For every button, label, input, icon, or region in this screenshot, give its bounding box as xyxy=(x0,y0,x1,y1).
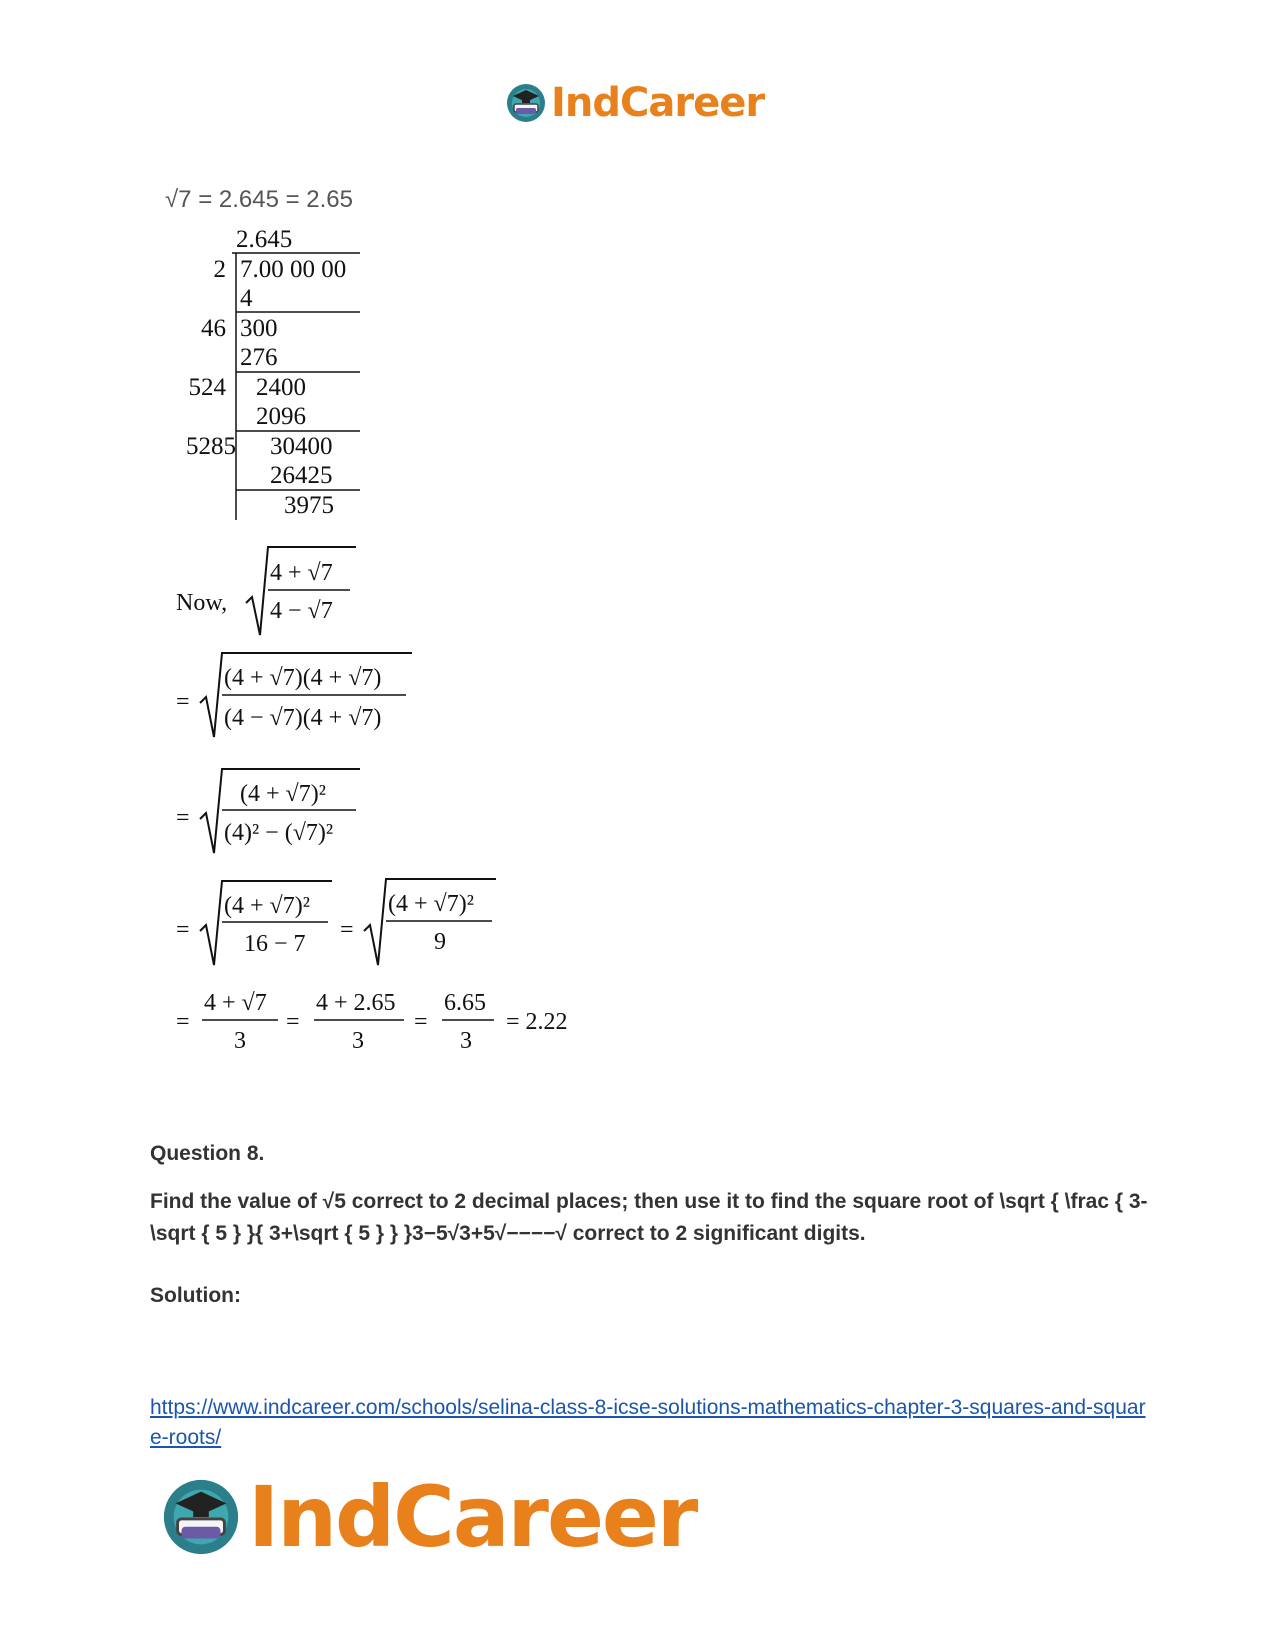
division-remainder: 3975 xyxy=(284,492,334,519)
division-value: 4 xyxy=(240,285,253,312)
division-divisor: 2 xyxy=(213,256,226,283)
question-body: Find the value of √5 correct to 2 decimal places; then use it to find the square root of \sqrt { \frac { 3-\sqrt { 5 } }{ 3+\sqrt { 5 } } }3−5√3+5√−−−−√ correct to 2 significant digits. xyxy=(150,1190,1148,1245)
svg-text:=: = xyxy=(176,1009,190,1035)
svg-text:(4 + √7)²: (4 + √7)² xyxy=(388,891,474,917)
division-value: 300 xyxy=(240,315,278,342)
division-quotient: 2.645 xyxy=(236,226,293,253)
footer-logo xyxy=(160,1468,696,1566)
step-5 xyxy=(176,990,568,1054)
svg-text:=: = xyxy=(340,917,354,943)
svg-text:(4 + √7)(4 + √7): (4 + √7)(4 + √7) xyxy=(224,665,382,691)
source-link[interactable]: https://www.indcareer.com/schools/selina-class-8-icse-solutions-mathematics-chapter-3-squares-and-square-roots/ xyxy=(150,1396,1146,1449)
svg-text:9: 9 xyxy=(434,929,446,955)
svg-text:4 − √7: 4 − √7 xyxy=(270,598,333,624)
svg-text:Now,: Now, xyxy=(176,590,228,616)
svg-text:(4)² − (√7)²: (4)² − (√7)² xyxy=(224,820,334,846)
step-2 xyxy=(176,653,412,737)
division-divisor: 46 xyxy=(201,315,226,342)
svg-text:= 2.22: = 2.22 xyxy=(506,1009,568,1035)
svg-text:=: = xyxy=(176,805,190,831)
svg-text:(4 + √7)²: (4 + √7)² xyxy=(224,893,310,919)
svg-text:3: 3 xyxy=(352,1028,364,1054)
header-logo xyxy=(505,80,764,126)
svg-text:(4 − √7)(4 + √7): (4 − √7)(4 + √7) xyxy=(224,705,382,731)
question-title: Question 8. xyxy=(150,1142,265,1165)
svg-text:4 + 2.65: 4 + 2.65 xyxy=(316,990,396,1016)
svg-text:16 − 7: 16 − 7 xyxy=(244,931,306,957)
graduation-cap-book-icon xyxy=(160,1476,242,1558)
division-value: 7.00 00 00 xyxy=(240,256,347,283)
svg-text:=: = xyxy=(286,1009,300,1035)
division-value: 2096 xyxy=(256,403,306,430)
brand-name: IndCareer xyxy=(248,1468,697,1566)
svg-text:4 + √7: 4 + √7 xyxy=(204,990,267,1016)
solution-label: Solution: xyxy=(150,1284,241,1307)
long-division xyxy=(186,226,360,520)
division-divisor: 5285 xyxy=(186,433,236,460)
svg-text:(4 + √7)²: (4 + √7)² xyxy=(240,781,326,807)
svg-text:3: 3 xyxy=(234,1028,246,1054)
brand-name: IndCareer xyxy=(551,80,765,126)
svg-text:=: = xyxy=(414,1009,428,1035)
sqrt-seven-approx: √7 = 2.645 = 2.65 xyxy=(165,186,353,213)
svg-text:=: = xyxy=(176,917,190,943)
svg-text:4 + √7: 4 + √7 xyxy=(270,560,333,586)
svg-text:=: = xyxy=(176,689,190,715)
division-value: 2400 xyxy=(256,374,306,401)
division-value: 26425 xyxy=(270,462,333,489)
division-value: 276 xyxy=(240,344,278,371)
svg-text:6.65: 6.65 xyxy=(444,990,486,1016)
svg-text:3: 3 xyxy=(460,1028,472,1054)
division-divisor: 524 xyxy=(188,374,226,401)
graduation-cap-book-icon xyxy=(505,82,547,124)
step-4 xyxy=(176,879,496,965)
step-3 xyxy=(176,769,360,853)
step-1 xyxy=(176,547,356,635)
solution-working xyxy=(160,225,680,1095)
division-value: 30400 xyxy=(270,433,333,460)
